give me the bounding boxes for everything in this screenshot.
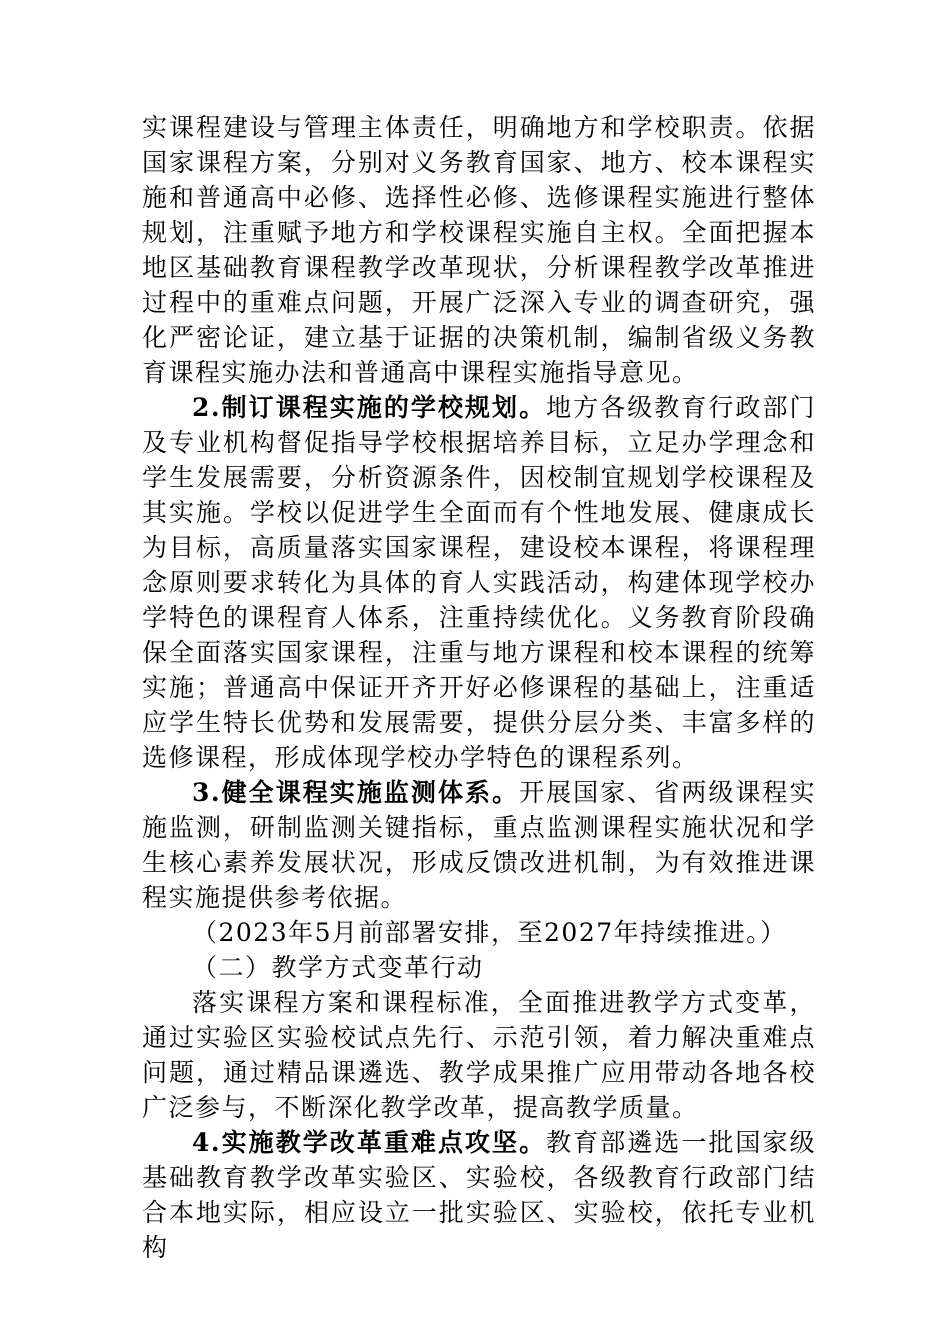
paragraph-text: 实课程建设与管理主体责任，明确地方和学校职责。依据国家课程方案，分别对义务教育国家、地方、校本课程实施和普通高中必修、选择性必修、选修课程实施进行整体规划，注重赋予地方和学校课程实施自主权。全面把握本地区基础教育课程教学改革现状，分析课程教学改革推进过程中的重难点问题，开展广泛深入专业的调查研究，强化严密论证，建立基于证据的决策机制，编制省级义务教育课程实施办法和普通高中课程实施指导意见。	[142, 113, 816, 387]
paragraph	[142, 775, 816, 915]
paragraph-text: 地方各级教育行政部门及专业机构督促指导学校根据培养目标，立足办学理念和学生发展需要，分析资源条件，因校制宜规划学校课程及其实施。学校以促进学生全面而有个性地发展、健康成长为目标，高质量落实国家课程，建设校本课程，将课程理念原则要求转化为具体的育人实践活动，构建体现学校办学特色的课程育人体系，注重持续优化。义务教育阶段确保全面落实国家课程，注重与地方课程和校本课程的统筹实施；普通高中保证开齐开好必修课程的基础上，注重适应学生特长优势和发展需要，提供分层分类、丰富多样的选修课程，形成体现学校办学特色的课程系列。	[142, 393, 816, 772]
paragraph	[142, 950, 816, 985]
paragraph-lead-bold: 2.制订课程实施的学校规划。	[192, 393, 547, 422]
paragraph	[142, 390, 816, 775]
paragraph-text: 落实课程方案和课程标准，全面推进教学方式变革，通过实验区实验校试点先行、示范引领，着力解决重难点问题，通过精品课遴选、教学成果推广应用带动各地各校广泛参与，不断深化教学改革，提高教学质量。	[142, 988, 816, 1122]
paragraph-text: （2023年5月前部署安排，至2027年持续推进。）	[192, 918, 787, 947]
paragraph-text: 开展国家、省两级课程实施监测，研制监测关键指标，重点监测课程实施状况和学生核心素养发展状况，形成反馈改进机制，为有效推进课程实施提供参考依据。	[142, 778, 816, 912]
paragraph	[142, 110, 816, 390]
paragraph	[142, 915, 816, 950]
paragraph-text: 教育部遴选一批国家级基础教育教学改革实验区、实验校，各级教育行政部门结合本地实际，相应设立一批实验区、实验校，依托专业机构	[142, 1128, 816, 1262]
paragraph-lead-bold: 4.实施教学改革重难点攻坚。	[192, 1128, 547, 1157]
paragraph-lead-bold: 3.健全课程实施监测体系。	[192, 778, 520, 807]
paragraph-text: （二）教学方式变革行动	[192, 953, 484, 982]
paragraph	[142, 985, 816, 1125]
paragraph	[142, 1125, 816, 1265]
document-body	[142, 110, 816, 1265]
